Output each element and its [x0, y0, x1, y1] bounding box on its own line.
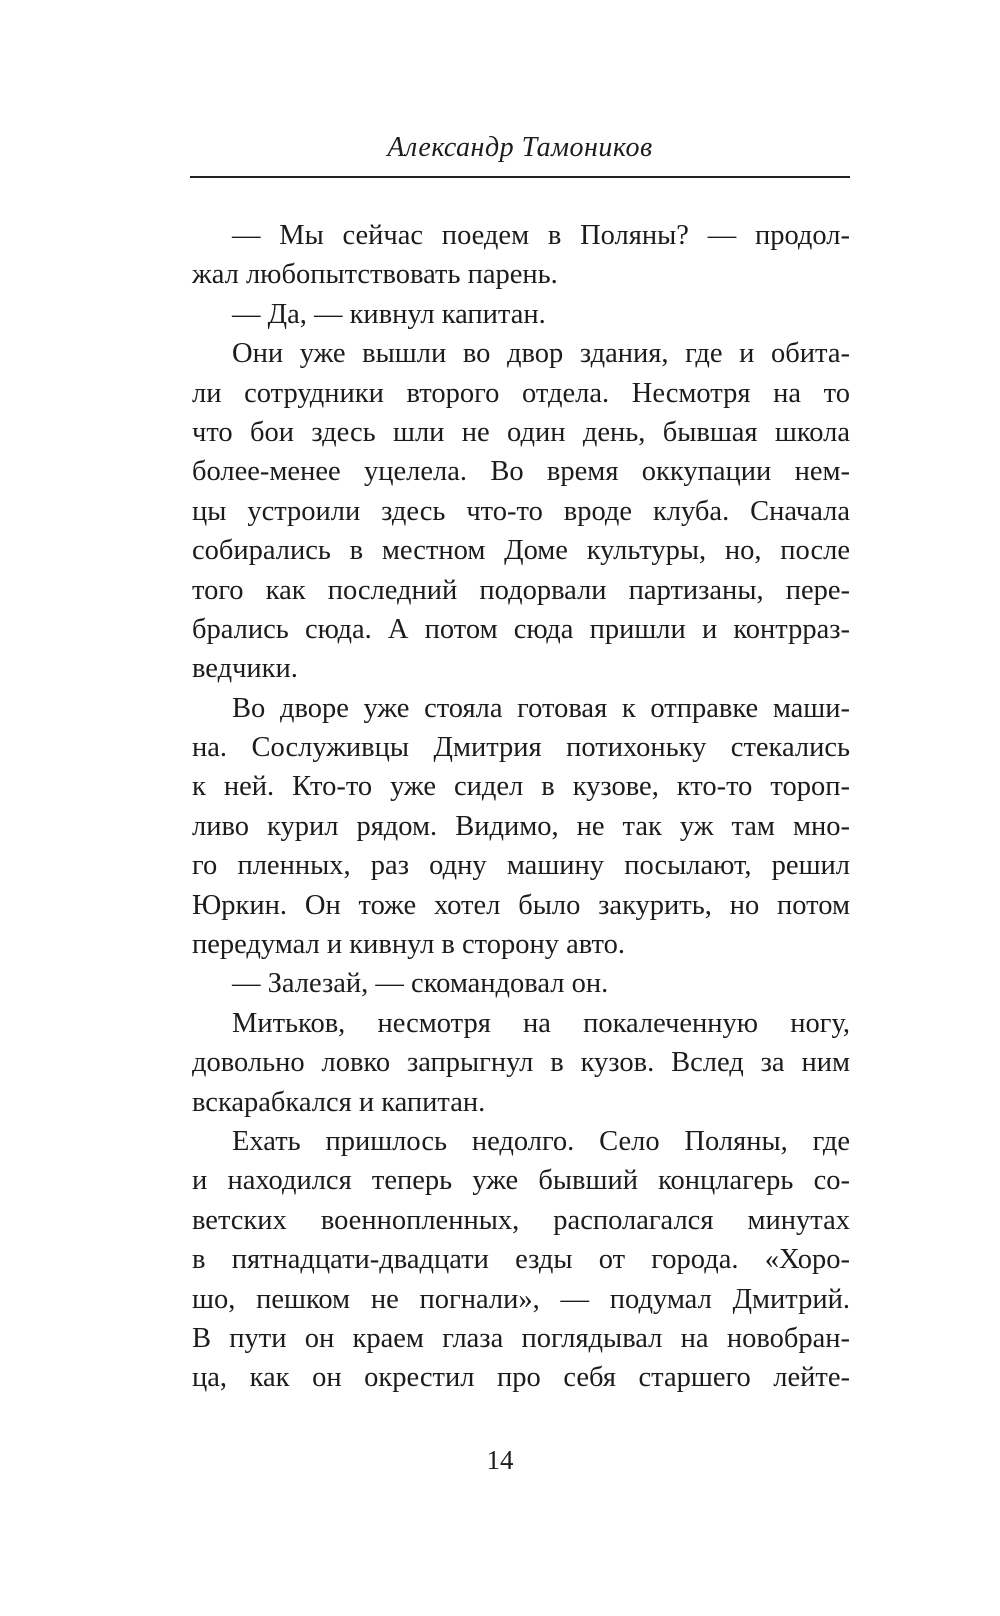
text-line: ца, как он окрестил про себя старшего лейте- — [192, 1362, 850, 1394]
text-line: цы устроили здесь что-то вроде клуба. Сначала — [192, 495, 850, 527]
author-name: Александр Тамоников — [387, 132, 653, 163]
text-line: Ехать пришлось недолго. Село Поляны, где — [232, 1125, 850, 1157]
body-text — [192, 216, 850, 1398]
text-line: жал любопытствовать парень. — [192, 259, 558, 291]
running-header — [190, 128, 850, 178]
text-line: — Да, — кивнул капитан. — [232, 298, 546, 330]
text-line: ведчики. — [192, 653, 298, 685]
text-line: В пути он краем глаза поглядывал на новобран- — [192, 1322, 850, 1354]
text-line: что бои здесь шли не один день, бывшая школа — [192, 416, 850, 448]
text-line: Юркин. Он тоже хотел было закурить, но потом — [192, 889, 850, 921]
page-number: 14 — [486, 1445, 514, 1475]
text-line: ливо курил рядом. Видимо, не так уж там мно- — [192, 810, 850, 842]
text-line: — Мы сейчас поедем в Поляны? — продол- — [232, 220, 850, 251]
text-line: собирались в местном Доме культуры, но, после — [192, 535, 850, 567]
text-line: Во дворе уже стояла готовая к отправке маши- — [232, 692, 850, 724]
text-line: го пленных, раз одну машину посылают, решил — [192, 850, 850, 882]
text-line: вскарабкался и капитан. — [192, 1086, 486, 1118]
text-line: брались сюда. А потом сюда пришли и контрраз- — [192, 613, 850, 645]
text-line: довольно ловко запрыгнул в кузов. Вслед за ним — [192, 1047, 850, 1079]
text-line: более-менее уцелела. Во время оккупации нем- — [192, 456, 850, 488]
text-line: шо, пешком не погнали», — подумал Дмитрий. — [192, 1283, 850, 1315]
text-line: Митьков, несмотря на покалеченную ногу, — [232, 1007, 850, 1039]
text-line: того как последний подорвали партизаны, пере- — [192, 574, 850, 606]
text-line: и находился теперь уже бывший концлагерь со- — [192, 1165, 850, 1197]
text-line: на. Сослуживцы Дмитрия потихоньку стекались — [192, 732, 850, 764]
text-line: к ней. Кто-то уже сидел в кузове, кто-то тороп- — [192, 771, 850, 803]
text-line: передумал и кивнул в сторону авто. — [192, 929, 625, 961]
text-line: ветских военнопленных, располагался минутах — [192, 1204, 850, 1236]
text-line: Они уже вышли во двор здания, где и обита- — [232, 338, 850, 370]
text-line: в пятнадцати-двадцати езды от города. «Хоро- — [192, 1244, 850, 1276]
text-line: ли сотрудники второго отдела. Несмотря на то — [192, 377, 850, 409]
text-line: — Залезай, — скомандовал он. — [232, 968, 609, 1000]
